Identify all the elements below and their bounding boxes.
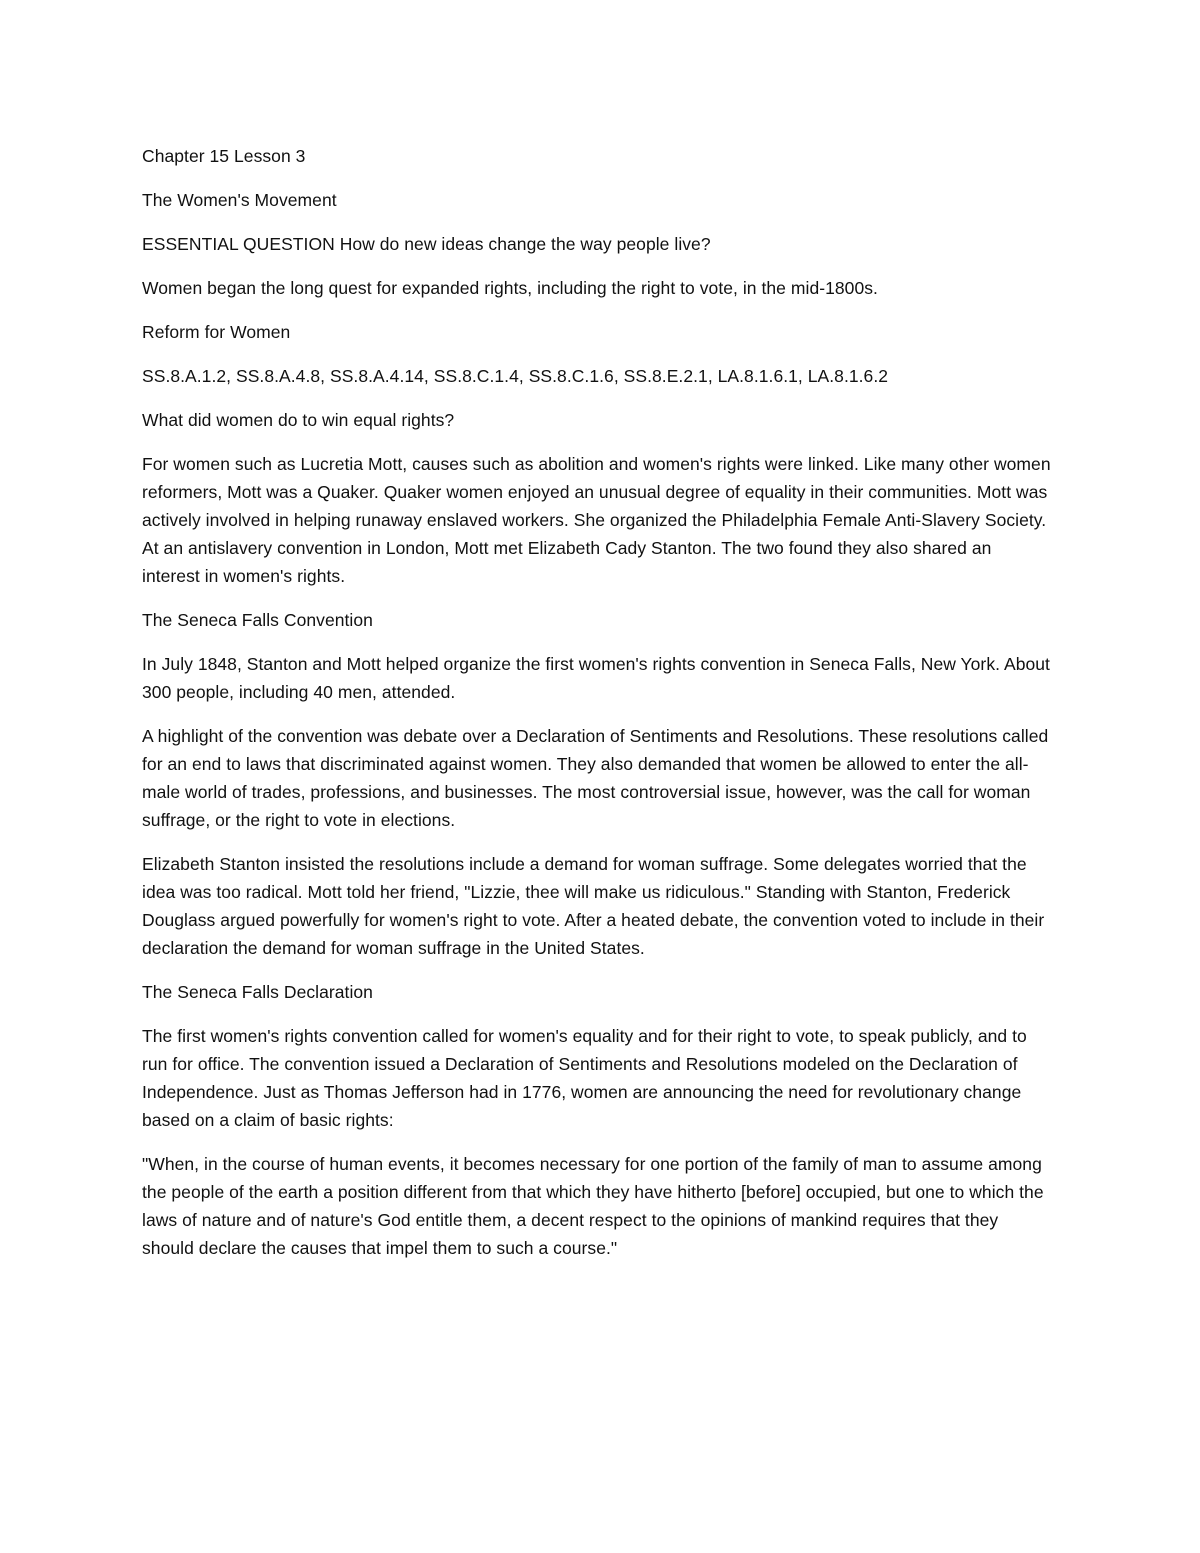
- lesson-title: The Women's Movement: [142, 190, 337, 210]
- paragraph-stanton: Elizabeth Stanton insisted the resolutions include a demand for woman suffrage. Some delegates worried that the idea was too radical. Mott told her friend, "Lizzie, thee will make us ridiculous." Standing with Stanton, Frederick Douglass argued powerfully for women's right to vote. After a heated debate, the convention voted to include in their declaration the demand for woman suffrage in the United States.: [142, 854, 1045, 958]
- paragraph-mott: For women such as Lucretia Mott, causes such as abolition and women's rights were linked. Like many other women reformers, Mott was a Quaker. Quaker women enjoyed an unusual degree of equality in their communities. Mott was actively involved in helping runaway enslaved workers. She organized the Philadelphia Female Anti-Slavery Society. At an antislavery convention in London, Mott met Elizabeth Cady Stanton. The two found they also shared an interest in women's rights.: [142, 454, 1051, 586]
- essential-question: ESSENTIAL QUESTION How do new ideas change the way people live?: [142, 234, 711, 254]
- chapter-label: Chapter 15 Lesson 3: [142, 146, 306, 166]
- intro-paragraph: Women began the long quest for expanded rights, including the right to vote, in the mid-1800s.: [142, 278, 878, 298]
- guiding-question: What did women do to win equal rights?: [142, 410, 455, 430]
- standards-list: SS.8.A.1.2, SS.8.A.4.8, SS.8.A.4.14, SS.8.C.1.4, SS.8.C.1.6, SS.8.E.2.1, LA.8.1.6.1, LA.8.1.6.2: [142, 366, 889, 386]
- section-heading-declaration: The Seneca Falls Declaration: [142, 982, 373, 1002]
- paragraph-highlight: A highlight of the convention was debate over a Declaration of Sentiments and Resolutions. These resolutions called for an end to laws that discriminated against women. They also demanded that women be allowed to enter the all-male world of trades, professions, and businesses. The most controversial issue, however, was the call for woman suffrage, or the right to vote in elections.: [142, 726, 1049, 830]
- paragraph-quote: "When, in the course of human events, it becomes necessary for one portion of the family of man to assume among the people of the earth a position different from that which they have hitherto [before] occupied, but one to which the laws of nature and of nature's God entitle them, a decent respect to the opinions of mankind requires that they should declare the causes that impel them to such a course.": [142, 1154, 1044, 1258]
- paragraph-declaration: The first women's rights convention called for women's equality and for their right to vote, to speak publicly, and to run for office. The convention issued a Declaration of Sentiments and Resolutions modeled on the Declaration of Independence. Just as Thomas Jefferson had in 1776, women are announcing the need for revolutionary change based on a claim of basic rights:: [142, 1026, 1027, 1130]
- section-heading-convention: The Seneca Falls Convention: [142, 610, 373, 630]
- section-heading-reform: Reform for Women: [142, 322, 291, 342]
- document-page: [142, 142, 1054, 1278]
- paragraph-convention: In July 1848, Stanton and Mott helped organize the first women's rights convention in Seneca Falls, New York. About 300 people, including 40 men, attended.: [142, 654, 1050, 702]
